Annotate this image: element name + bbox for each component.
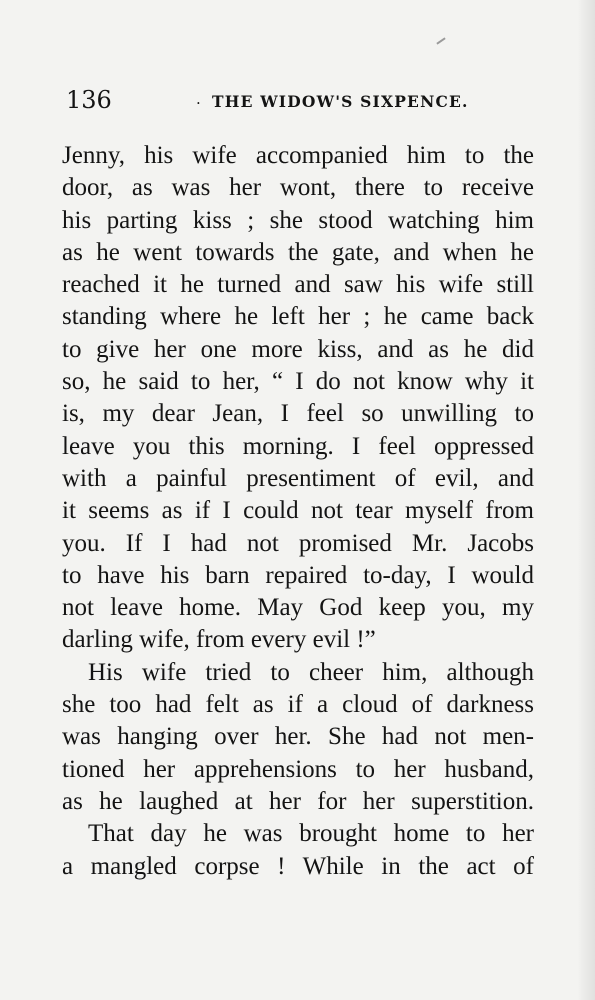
text-line: as he went towards the gate, and when he <box>62 238 534 266</box>
text-line: so, he said to her, “ I do not know why it <box>62 368 534 396</box>
text-line: his parting kiss ; she stood watching him <box>62 206 534 234</box>
text-line: to have his barn repaired to-day, I would <box>62 561 534 589</box>
text-line: Jenny, his wife accompanied him to the <box>62 142 534 169</box>
text-line: reached it he turned and saw his wife still <box>62 271 534 299</box>
text-line: door, as was her wont, there to receive <box>62 174 534 202</box>
ink-mark <box>436 37 445 44</box>
page-number: 136 <box>66 86 112 114</box>
text-line: is, my dear Jean, I feel so unwilling to <box>62 400 534 428</box>
text-line: as he laughed at her for her superstition. <box>62 787 534 815</box>
text-line: darling wife, from every evil !” <box>62 626 376 654</box>
text-line: leave you this morning. I feel oppressed <box>62 432 534 460</box>
text-line: not leave home. May God keep you, my <box>62 594 534 622</box>
page-edge-shadow <box>577 0 595 1000</box>
body-text <box>62 140 534 883</box>
text-line: tioned her apprehensions to her husband, <box>62 755 534 783</box>
text-line: His wife tried to cheer him, although <box>88 658 534 686</box>
text-line: it seems as if I could not tear myself from <box>62 497 534 525</box>
text-line: to give her one more kiss, and as he did <box>62 335 534 363</box>
text-line: she too had felt as if a cloud of darkness <box>62 691 534 719</box>
running-title: THE WIDOW'S SIXPENCE. <box>212 92 469 111</box>
text-line: you. If I had not promised Mr. Jacobs <box>62 529 534 557</box>
text-line: standing where he left her ; he came back <box>62 303 534 331</box>
text-line: That day he was brought home to her <box>88 820 534 848</box>
header-separator-dot: . <box>196 90 201 108</box>
page-header <box>66 86 536 120</box>
text-line: a mangled corpse ! While in the act of <box>62 852 534 880</box>
text-line: with a painful presentiment of evil, and <box>62 464 534 492</box>
text-line: was hanging over her. She had not men- <box>62 723 534 751</box>
